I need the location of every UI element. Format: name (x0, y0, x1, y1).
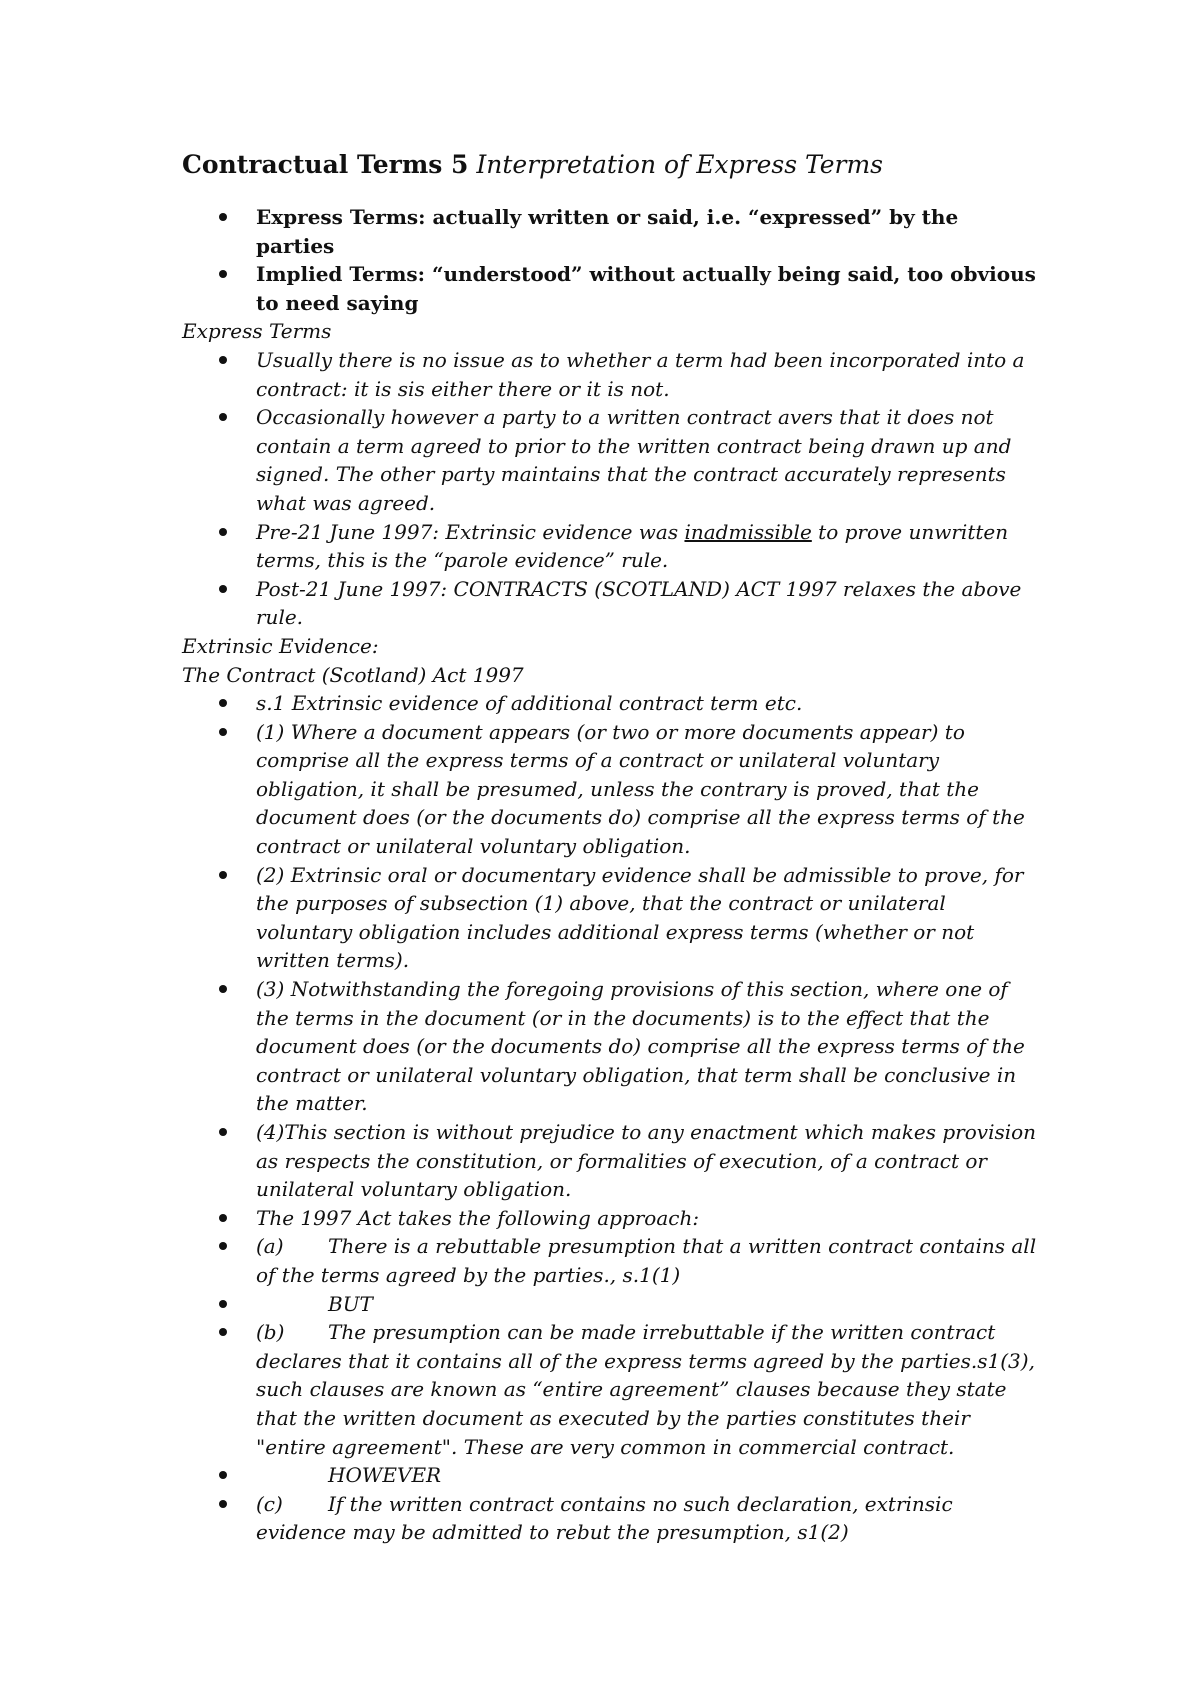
list-item (182, 1490, 1042, 1547)
item-text: There is a rebuttable presumption that a written contract contains all of the terms agreed by the parties., s.1(1) (256, 1234, 1037, 1287)
item-text: HOWEVER (328, 1463, 442, 1488)
list-item: (1) Where a document appears (or two or more documents appear) to comprise all the express terms of a contract or unilateral voluntary obligation, it shall be presumed, unless the contrary is proved, that the document does (or the documents do) comprise all the express terms of the contract or unilateral voluntary obligation. (182, 718, 1042, 861)
item-label: (a) (256, 1234, 284, 1259)
list-item (182, 1318, 1042, 1461)
list-item (182, 1290, 1042, 1319)
list-item: Post-21 June 1997: CONTRACTS (SCOTLAND) ACT 1997 relaxes the above rule. (182, 575, 1042, 632)
list-item (182, 1232, 1042, 1289)
item-text: Pre-21 June 1997: Extrinsic evidence was (256, 519, 679, 544)
item-label: (b) (256, 1320, 285, 1345)
title-subtitle: Interpretation of Express Terms (476, 150, 883, 179)
express-terms-list (182, 346, 1042, 632)
list-item (182, 518, 1042, 575)
document-page (182, 145, 1042, 1547)
list-item: (3) Notwithstanding the foregoing provisions of this section, where one of the terms in the document (or in the documents) is to the effect that the document does (or the documents do) comprise all the express terms of the contract or unilateral voluntary obligation, that term shall be conclusive in the matter. (182, 975, 1042, 1118)
express-terms-heading: Express Terms (182, 319, 332, 344)
item-text: BUT (328, 1291, 373, 1316)
list-item: s.1 Extrinsic evidence of additional contract term etc. (182, 689, 1042, 718)
list-item: The 1997 Act takes the following approach: (182, 1204, 1042, 1233)
definition-implied-terms: Implied Terms: “understood” without actually being said, too obvious to need saying (182, 260, 1042, 317)
act-provisions-list (182, 689, 1042, 1547)
underlined-term: inadmissible (684, 519, 812, 544)
list-item: (2) Extrinsic oral or documentary evidence shall be admissible to prove, for the purposes of subsection (1) above, that the contract or unilateral voluntary obligation includes additional express terms (whether or not written terms). (182, 861, 1042, 975)
definition-express-terms: Express Terms: actually written or said, i.e. “expressed” by the parties (182, 203, 1042, 260)
list-item: Occasionally however a party to a written contract avers that it does not contain a term agreed to prior to the written contract being drawn up and signed. The other party maintains that the contract accurately represents what was agreed. (182, 403, 1042, 517)
item-text: The presumption can be made irrebuttable if the written contract declares that it contains all of the express terms agreed by the parties.s1(3), such clauses are known as “entire agreement” clauses because they state that the written document as executed by the parties constitutes their "entire agreement". These are very common in commercial contract. (256, 1320, 1035, 1459)
act-heading: The Contract (Scotland) Act 1997 (182, 662, 524, 687)
item-text: If the written contract contains no such declaration, extrinsic evidence may be admitted to rebut the presumption, s1(2) (256, 1491, 953, 1545)
definitions-list (182, 203, 1042, 317)
extrinsic-evidence-heading: Extrinsic Evidence: (182, 633, 379, 658)
list-item (182, 1461, 1042, 1490)
list-item: (4)This section is without prejudice to any enactment which makes provision as respects the constitution, or formalities of execution, of a contract or unilateral voluntary obligation. (182, 1118, 1042, 1204)
title-main: Contractual Terms 5 (182, 150, 469, 179)
page-title (182, 145, 1042, 185)
item-text: to prove unwritten terms, this is the “parole evidence” rule. (256, 519, 1009, 573)
list-item: Usually there is no issue as to whether a term had been incorporated into a contract: it is sis either there or it is not. (182, 346, 1042, 403)
item-label: (c) (256, 1491, 283, 1516)
